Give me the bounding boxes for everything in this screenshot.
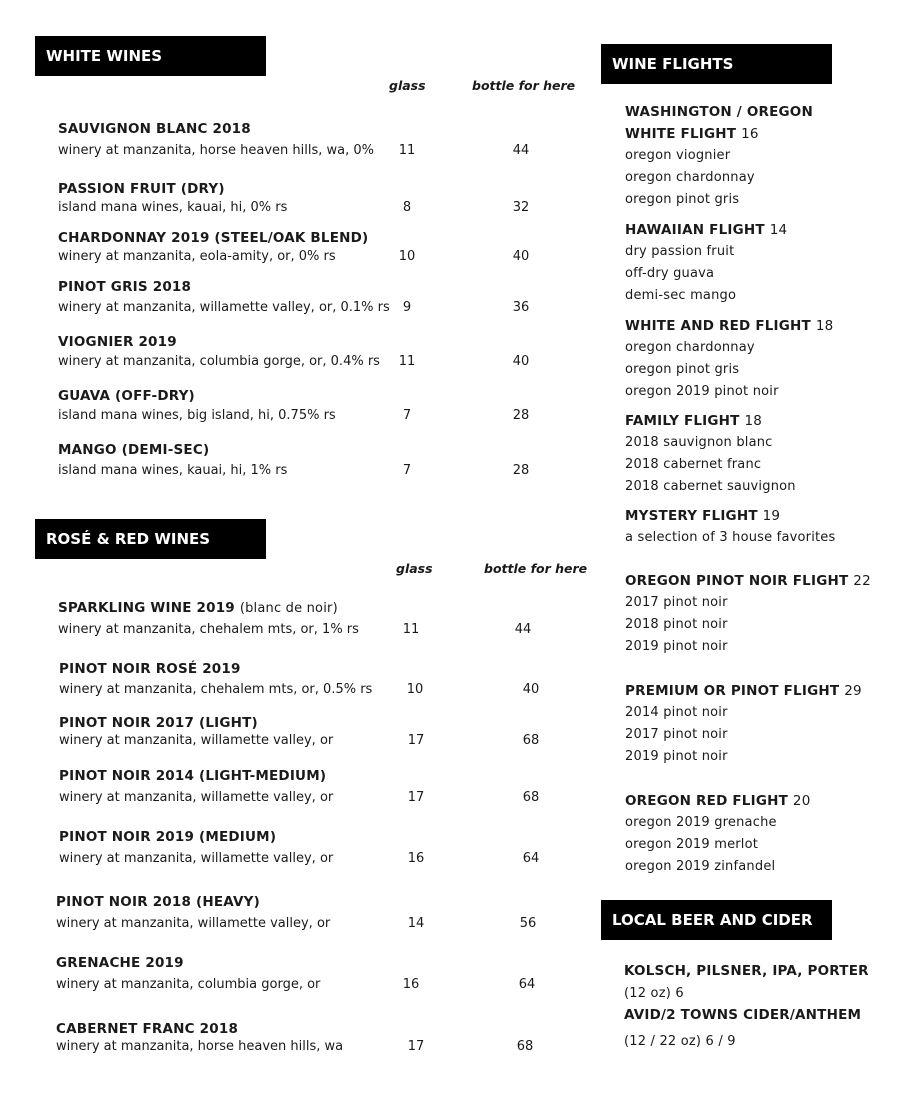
glass-price: 10 [406, 682, 424, 697]
white-wines-header: WHITE WINES [35, 36, 266, 76]
bottle-price: 28 [512, 408, 530, 423]
flight-wine: 2017 pinot noir [625, 727, 728, 742]
glass-price: 8 [402, 200, 412, 215]
bottle-price: 28 [512, 463, 530, 478]
wine-name: PASSION FRUIT (DRY) [58, 181, 225, 197]
glass-price: 11 [398, 354, 416, 369]
wine-name: GUAVA (OFF-DRY) [58, 388, 195, 404]
flight-wine: 2018 pinot noir [625, 617, 728, 632]
wine-description: winery at manzanita, willamette valley, or [59, 733, 334, 748]
flight-wine: oregon chardonnay [625, 170, 755, 185]
flight-price: 18 [744, 413, 763, 429]
bottle-price: 44 [514, 622, 532, 637]
glass-price: 16 [407, 851, 425, 866]
bottle-price: 44 [512, 143, 530, 158]
wine-description: winery at manzanita, columbia gorge, or, 0.4% rs [58, 354, 380, 369]
flight-title-text: FAMILY FLIGHT [625, 413, 740, 429]
bottle-price: 40 [522, 682, 540, 697]
white-glass-column-header: glass [389, 78, 426, 93]
wine-flights-header: WINE FLIGHTS [601, 44, 832, 84]
wine-description: winery at manzanita, willamette valley, or [59, 790, 334, 805]
glass-price: 16 [402, 977, 420, 992]
flight-wine: 2017 pinot noir [625, 595, 728, 610]
bottle-price: 68 [522, 790, 540, 805]
wine-description: island mana wines, kauai, hi, 0% rs [58, 200, 288, 215]
flight-title [625, 318, 833, 334]
flight-title-text: WHITE FLIGHT [625, 126, 737, 142]
wine-name: VIOGNIER 2019 [58, 334, 177, 350]
beer-item-detail: (12 oz) 6 [624, 986, 684, 1001]
wine-description: winery at manzanita, columbia gorge, or [56, 977, 321, 992]
flight-title [625, 222, 787, 238]
bottle-price: 36 [512, 300, 530, 315]
wine-name-text: PINOT NOIR ROSÉ 2019 [59, 661, 241, 677]
flight-wine: oregon 2019 merlot [625, 837, 759, 852]
wine-name-text: PINOT NOIR 2019 (MEDIUM) [59, 829, 277, 845]
red-bottle-column-header: bottle for here [484, 561, 588, 576]
wine-name-text: PINOT NOIR 2018 (HEAVY) [56, 894, 260, 910]
wine-name [56, 955, 184, 971]
flight-wine: oregon 2019 grenache [625, 815, 777, 830]
bottle-price: 56 [519, 916, 537, 931]
flight-title [625, 573, 871, 589]
flight-price: 16 [741, 126, 759, 142]
flight-title [625, 683, 862, 699]
flight-price: 19 [762, 508, 781, 524]
wine-description: winery at manzanita, eola-amity, or, 0% rs [58, 249, 336, 264]
bottle-price: 40 [512, 354, 530, 369]
bottle-price: 32 [512, 200, 530, 215]
glass-price: 9 [402, 300, 412, 315]
flight-title-text: WHITE AND RED FLIGHT [625, 318, 811, 334]
glass-price: 7 [402, 408, 412, 423]
glass-price: 17 [407, 790, 425, 805]
beer-cider-header: LOCAL BEER AND CIDER [601, 900, 832, 940]
glass-price: 11 [398, 143, 416, 158]
wine-description: winery at manzanita, chehalem mts, or, 0.5% rs [59, 682, 373, 697]
flight-title-text: HAWAIIAN FLIGHT [625, 222, 765, 238]
flight-price: 29 [844, 683, 862, 699]
bottle-price: 64 [518, 977, 536, 992]
wine-name-text: PINOT NOIR 2014 (LIGHT-MEDIUM) [59, 768, 327, 784]
glass-price: 17 [407, 1039, 425, 1054]
wine-name-text: CABERNET FRANC 2018 [56, 1021, 239, 1037]
wine-name-text: SPARKLING WINE 2019 [58, 600, 235, 616]
flight-title [625, 413, 762, 429]
red-glass-column-header: glass [396, 561, 433, 576]
flight-wine: 2018 sauvignon blanc [625, 435, 773, 450]
flight-wine: demi-sec mango [625, 288, 737, 303]
flight-wine: dry passion fruit [625, 244, 735, 259]
wine-name [59, 768, 326, 784]
wine-description: island mana wines, big island, hi, 0.75% rs [58, 408, 336, 423]
glass-price: 7 [402, 463, 412, 478]
wine-description: winery at manzanita, willamette valley, or [59, 851, 334, 866]
wine-description: winery at manzanita, horse heaven hills, wa [56, 1039, 344, 1054]
wine-description: winery at manzanita, willamette valley, or, 0.1% rs [58, 300, 390, 315]
wine-name: PINOT GRIS 2018 [58, 279, 192, 295]
wine-name [56, 1021, 238, 1037]
wine-name-note: (blanc de noir) [239, 601, 338, 616]
wine-description: winery at manzanita, horse heaven hills, wa, 0% [58, 143, 374, 158]
flight-wine: 2019 pinot noir [625, 639, 728, 654]
bottle-price: 68 [522, 733, 540, 748]
flight-title-text: MYSTERY FLIGHT [625, 508, 758, 524]
red-wines-header: ROSÉ & RED WINES [35, 519, 266, 559]
glass-price: 17 [407, 733, 425, 748]
wine-name-text: GRENACHE 2019 [56, 955, 184, 971]
flight-price: 22 [853, 573, 871, 589]
flight-wine: oregon chardonnay [625, 340, 755, 355]
flight-wine: 2018 cabernet franc [625, 457, 762, 472]
wine-description: winery at manzanita, willamette valley, or [56, 916, 331, 931]
flight-price: 20 [792, 793, 811, 809]
wine-name [58, 600, 338, 616]
flight-wine: 2019 pinot noir [625, 749, 728, 764]
bottle-price: 68 [516, 1039, 534, 1054]
flight-title [625, 104, 813, 120]
flight-wine: 2018 cabernet sauvignon [625, 479, 796, 494]
flight-wine: off-dry guava [625, 266, 715, 281]
wine-name [56, 894, 260, 910]
flight-title-text: PREMIUM OR PINOT FLIGHT [625, 683, 840, 699]
wine-name: SAUVIGNON BLANC 2018 [58, 121, 251, 137]
flight-title-text: OREGON RED FLIGHT [625, 793, 789, 809]
flight-title [625, 126, 759, 142]
flight-title [625, 508, 780, 524]
flight-wine: oregon 2019 zinfandel [625, 859, 776, 874]
flight-wine: oregon pinot gris [625, 362, 740, 377]
glass-price: 14 [407, 916, 425, 931]
white-bottle-column-header: bottle for here [472, 78, 576, 93]
flight-title [625, 793, 811, 809]
flight-price: 14 [769, 222, 788, 238]
flight-wine: oregon 2019 pinot noir [625, 384, 779, 399]
flight-wine: a selection of 3 house favorites [625, 530, 836, 545]
flight-price: 18 [815, 318, 834, 334]
wine-name [59, 829, 276, 845]
flight-wine: 2014 pinot noir [625, 705, 728, 720]
beer-item-name: KOLSCH, PILSNER, IPA, PORTER [624, 963, 869, 979]
wine-name [59, 661, 241, 677]
flight-wine: oregon viognier [625, 148, 731, 163]
wine-description: winery at manzanita, chehalem mts, or, 1% rs [58, 622, 359, 637]
bottle-price: 64 [522, 851, 540, 866]
flight-wine: oregon pinot gris [625, 192, 740, 207]
wine-name-text: PINOT NOIR 2017 (LIGHT) [59, 715, 258, 731]
flight-title-text: OREGON PINOT NOIR FLIGHT [625, 573, 849, 589]
wine-name: MANGO (DEMI-SEC) [58, 442, 210, 458]
wine-name [59, 715, 258, 731]
glass-price: 10 [398, 249, 416, 264]
flight-title-text: WASHINGTON / OREGON [625, 104, 813, 120]
wine-description: island mana wines, kauai, hi, 1% rs [58, 463, 288, 478]
glass-price: 11 [402, 622, 420, 637]
cider-item-detail: (12 / 22 oz) 6 / 9 [624, 1034, 736, 1049]
cider-item-name: AVID/2 TOWNS CIDER/ANTHEM [624, 1007, 862, 1023]
bottle-price: 40 [512, 249, 530, 264]
wine-name: CHARDONNAY 2019 (STEEL/OAK BLEND) [58, 230, 369, 246]
